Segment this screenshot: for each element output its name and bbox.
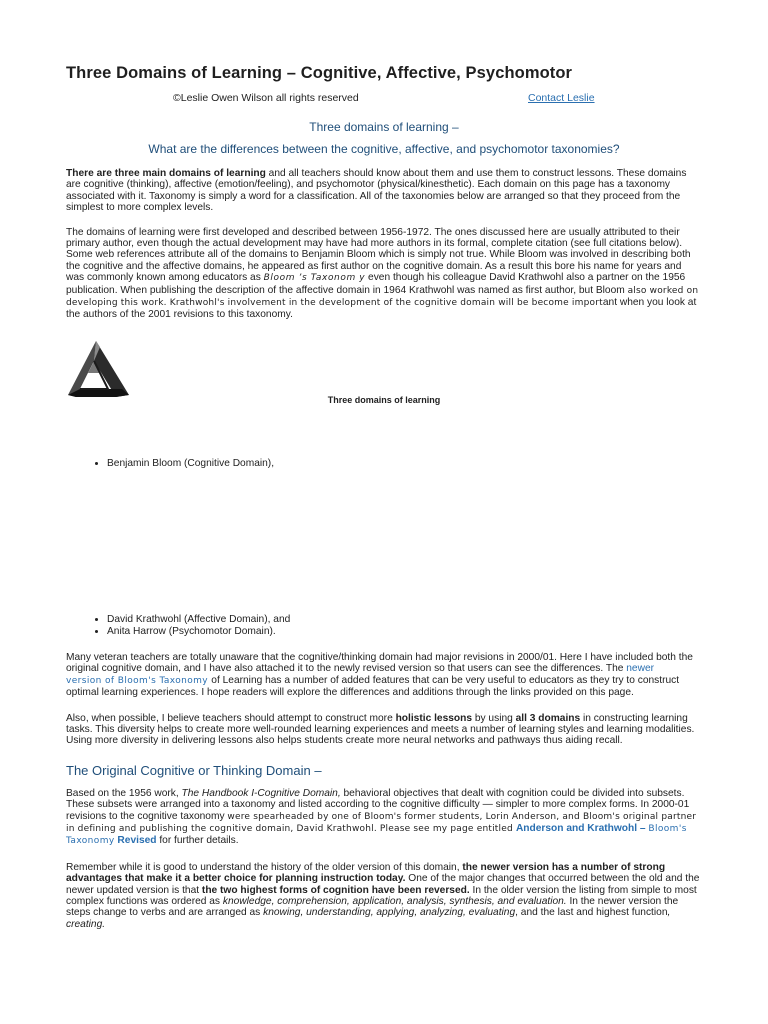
remember-text-1: Remember while it is good to understand the history of the older version of this domain, — [66, 861, 463, 873]
blooms-taxonomy-link[interactable]: version of Bloom's Taxonomy — [66, 675, 212, 686]
history-italic: Bloom ’s Taxonom y — [263, 273, 366, 284]
byline — [66, 92, 702, 108]
revisions-text-1: Many veteran teachers are totally unaware that the cognitive/thinking domain had major revisions in 2000/01. Here I have included both the original cognitive domain, and I have also attached it to the newly revised version so that users can see the differences. The — [66, 651, 693, 675]
history-paragraph — [66, 227, 702, 321]
holistic-bold-1: holistic lessons — [395, 712, 473, 724]
list-item: • David Krathwohl (Affective Domain), and — [107, 614, 702, 626]
history-text-1: The domains of learning were first developed and described between 1956-1972. The ones discussed here are usually attributed to their primary author, even though the actual development may have had more authors in its formal, complete citation (see full citations below). Some web references attribute all of the domains to Benjamin Bloom which is simply not true. While Bloom was involved in describing both the cognitive and the affective domains, he appeared as first author on the cognitive domain. As a result this bore his name for years and was commonly known among educators as — [66, 226, 691, 284]
author-list-1 — [66, 458, 702, 470]
intro-bold: There are three main domains of learning — [66, 168, 266, 179]
page-title: Three Domains of Learning – Cognitive, Affective, Psychomotor — [66, 64, 573, 82]
list-item: • Anita Harrow (Psychomotor Domain). — [107, 626, 702, 638]
original-text-1: Based on the 1956 work, — [66, 787, 182, 799]
remember-paragraph — [66, 862, 702, 930]
contact-link[interactable]: Contact Leslie — [528, 92, 595, 104]
remember-italic-1: knowledge, comprehension, application, analysis, synthesis, and evaluation. — [222, 895, 567, 907]
remember-text-2: One of the major changes that occurred between the old and the newer updated version is that — [66, 873, 700, 896]
list-item: • Benjamin Bloom (Cognitive Domain), — [107, 458, 702, 470]
revised-link[interactable]: Revised — [114, 835, 157, 847]
original-italic: The Handbook I-Cognitive Domain, — [181, 787, 341, 799]
copyright-notice: ©Leslie Owen Wilson all rights reserved — [173, 92, 359, 104]
original-domain-paragraph — [66, 788, 702, 848]
holistic-text-3: in constructing learning tasks. This diversity helps to create more well-rounded learning experiences and meets a number of learning styles and learning modalities. Using more diversity in delivering lessons also helps students create more neural networks and pathways thus aiding recall. — [66, 712, 695, 747]
figure-caption: Three domains of learning — [327, 394, 441, 405]
intro-paragraph — [66, 168, 702, 214]
original-text-3: for further details. — [156, 835, 239, 847]
remember-italic-3: , creating. — [66, 907, 671, 930]
domains-figure — [66, 327, 702, 423]
subheading-domains: Three domains of learning – — [309, 120, 459, 134]
remember-text-3: In the older version the listing from simple to most complex functions was ordered as — [66, 884, 697, 907]
remember-bold-1: the newer version has a number of strong advantages that make it a better choice for planning instruction today. — [66, 861, 666, 885]
original-text-2: behavioral objectives that dealt with cognition could be divided into subsets. These subsets were arranged into a taxonomy and listed according to the cognitive difficulty — simpler to more complex forms. In 2000-01 revisions to the cognitive taxonomy — [66, 787, 690, 822]
history-text-3: ant when you look at the authors of the 2001 revisions to this taxonomy. — [66, 297, 697, 321]
newer-version-link[interactable]: newer — [626, 663, 655, 675]
remember-text-4: In the newer version the steps change to verbs and are arranged as — [66, 895, 679, 919]
subheading-question: What are the differences between the cognitive, affective, and psychomotor taxonomies? — [148, 142, 620, 156]
remember-bold-2: the two highest forms of cognition have been reversed. — [201, 884, 470, 896]
holistic-text-1: Also, when possible, I believe teachers should attempt to construct more — [66, 712, 396, 724]
original-spaced: were spearheaded by one of Bloom's former students, Lorin Anderson, and Bloom's original partner in defining and publishing the cognitive domain, David Krathwohl. Please see my page entitled — [66, 811, 697, 834]
remember-text-5: , and the last and highest function — [515, 907, 668, 919]
section-heading: The Original Cognitive or Thinking Domain – — [66, 762, 322, 778]
revisions-text-2: of Learning has a number of added features that can be very useful to educators as they try to construct optimal learning experiences. I hope readers will explore the differences and additions through the links provided on this page. — [66, 674, 680, 699]
holistic-bold-2: all 3 domains — [515, 712, 581, 724]
document-page — [66, 64, 702, 930]
revisions-paragraph — [66, 652, 702, 699]
history-text-2: even though his colleague David Krathwohl also a partner on the 1956 publication. When publishing the description of the affective domain in 1964 Krathwohl was named as first author, but Bloom — [66, 272, 686, 296]
anderson-krathwohl-link[interactable]: Anderson and Krathwohl – — [515, 822, 649, 834]
intro-text: and all teachers should know about them and use them to construct lessons. These domains are cognitive (thinking), affective (emotion/feeling), and psychomotor (physical/kinesthetic). Each domain on this page has a taxonomy associated with it. Taxonomy is simply a word for a classification. All of the taxonomies below are arranged so that they proceed from the simplest to more complex levels. — [66, 168, 687, 214]
revised-taxonomy-link[interactable]: Bloom's Taxonomy — [66, 823, 687, 847]
remember-italic-2: knowing, understanding, applying, analyzing, evaluating — [263, 907, 516, 919]
holistic-paragraph — [66, 713, 702, 747]
holistic-text-2: by using — [472, 712, 516, 724]
penrose-triangle-icon — [66, 339, 130, 401]
history-spaced: also worked on developing this work. Krathwohl's involvement in the development of the cognitive domain will be become import — [66, 285, 699, 309]
author-list-2 — [66, 614, 702, 638]
